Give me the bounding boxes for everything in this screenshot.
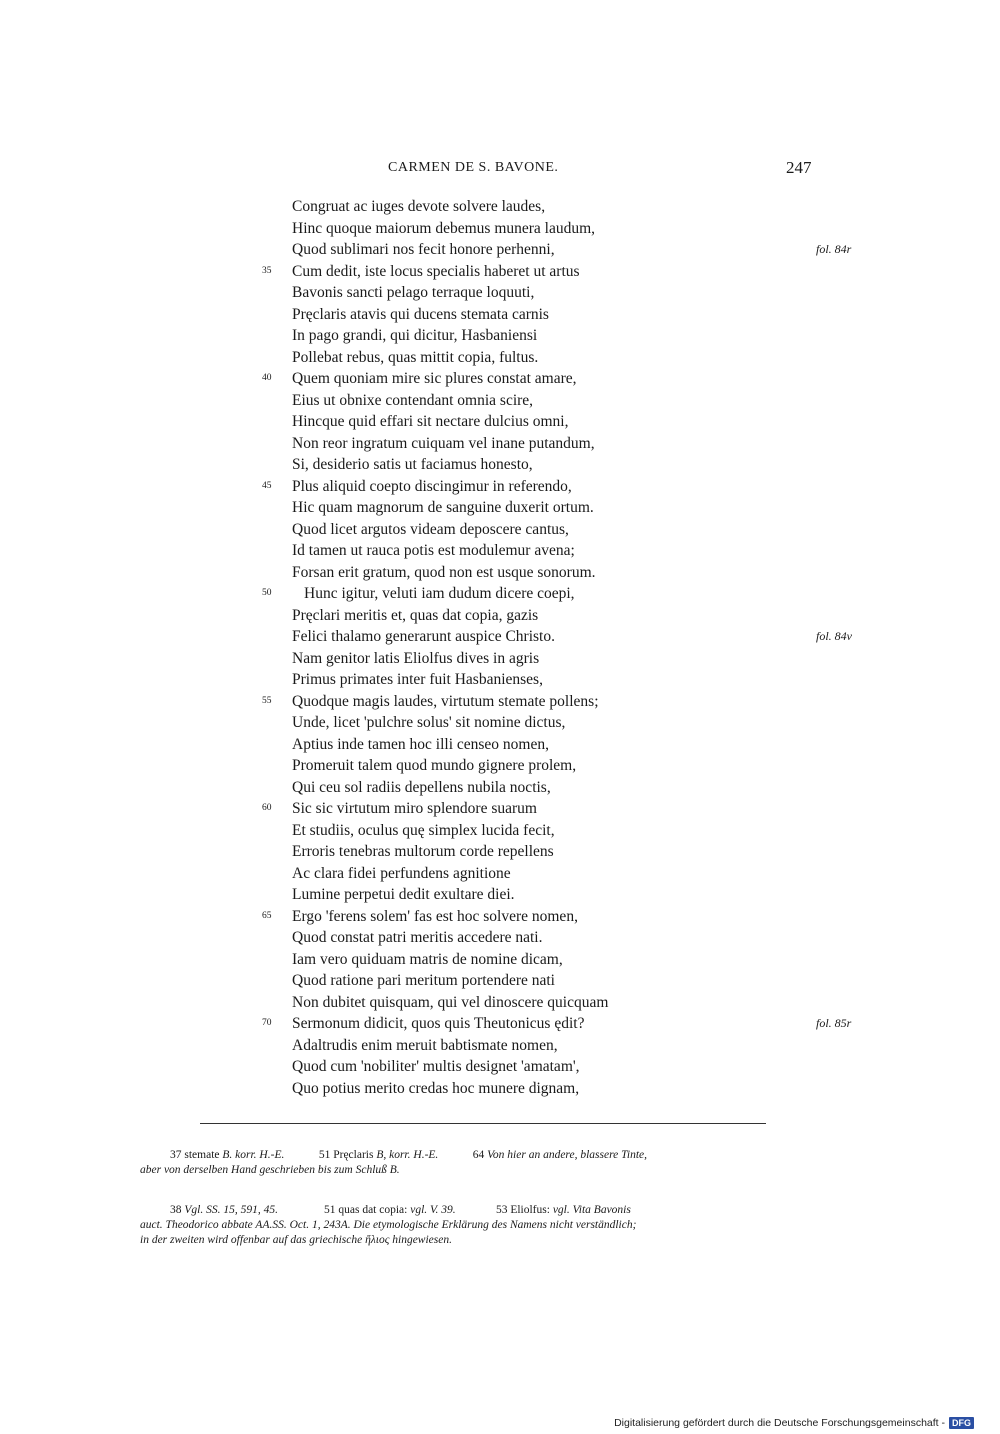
verse-text: Cum dedit, iste locus specialis haberet ut artus — [292, 262, 580, 280]
verse-line — [262, 368, 812, 390]
verse-text: Promeruit talem quod mundo gignere prolem, — [292, 757, 577, 774]
verse-text: Quo potius merito credas hoc munere dignam, — [292, 1079, 580, 1097]
commentary — [140, 1203, 815, 1248]
verse-line — [292, 519, 812, 541]
line-number: 40 — [262, 373, 272, 383]
line-number: 65 — [262, 910, 272, 921]
verse-text: Primus primates inter fuit Hasbanienses, — [292, 671, 543, 688]
verse-line — [292, 605, 812, 627]
verse-text: Hincque quid effari sit nectare dulcius omni, — [292, 413, 569, 430]
verse-line — [292, 863, 812, 885]
apparatus-note-continued: aber von derselben Hand geschrieben bis zum Schluß B. — [140, 1164, 400, 1176]
verse-line — [292, 927, 812, 949]
commentary-note: Vgl. SS. 15, 591, 45. — [184, 1204, 278, 1216]
verse-text: Id tamen ut rauca potis est modulemur avena; — [292, 542, 575, 559]
line-number: 70 — [262, 1018, 272, 1028]
folio-mark: fol. 84v — [816, 629, 852, 643]
line-number: 60 — [262, 803, 272, 813]
verse-line — [262, 1013, 812, 1035]
verse-text: Quod constat patri meritis accedere nati. — [292, 929, 543, 946]
verse-text: In pago grandi, qui dicitur, Hasbaniensi — [292, 327, 538, 344]
verse-line — [262, 798, 812, 820]
verse-text: Lumine perpetui dedit exultare diei. — [292, 886, 515, 903]
verse-line — [292, 1078, 812, 1100]
verse-text: Pollebat rebus, quas mittit copia, fultus. — [292, 348, 539, 366]
apparatus-ref: 64 — [472, 1149, 485, 1161]
digitization-footer — [614, 1417, 974, 1429]
verse-text: Ac clara fidei perfundens agnitione — [292, 864, 511, 882]
verse-line — [292, 325, 812, 347]
verse-text: Sermonum didicit, quos quis Theutonicus ędit? — [292, 1015, 585, 1032]
verse-line — [292, 820, 812, 842]
verse-text: Quem quoniam mire sic plures constat amare, — [292, 370, 577, 387]
verse-text: Et studiis, oculus quę simplex lucida fecit, — [292, 821, 555, 839]
verse-line — [292, 648, 812, 670]
verse-text: Adaltrudis enim meruit babtismate nomen, — [292, 1036, 558, 1054]
verse-text: Hinc quoque maiorum debemus munera laudum, — [292, 219, 596, 237]
commentary-note-continued: in der zweiten wird offenbar auf das griechische ἥλιος hingewiesen. — [140, 1234, 452, 1246]
verse-line — [292, 304, 812, 326]
verse-text: Bavonis sancti pelago terraque loquuti, — [292, 284, 535, 301]
verse-text: Hic quam magnorum de sanguine duxerit ortum. — [292, 499, 594, 516]
verse-line — [292, 777, 812, 799]
apparatus-note: B, korr. H.-E. — [376, 1149, 439, 1161]
verse-line — [292, 970, 812, 992]
dfg-logo: DFG — [949, 1417, 974, 1429]
commentary-ref: 51 quas dat copia: — [323, 1204, 408, 1216]
verse-line — [292, 562, 812, 584]
verse-line — [292, 347, 812, 369]
verse-line — [292, 411, 812, 433]
verse-line — [292, 196, 812, 218]
verse-line — [292, 755, 812, 777]
verse-line — [292, 540, 812, 562]
verse-text: Non reor ingratum cuiquam vel inane putandum, — [292, 434, 595, 452]
verse-text: Pręclari meritis et, quas dat copia, gazis — [292, 606, 539, 624]
commentary-ref: 38 — [170, 1204, 182, 1216]
verse-text: Congruat ac iuges devote solvere laudes, — [292, 198, 546, 215]
verse-line — [292, 239, 812, 261]
verse-line — [292, 433, 812, 455]
line-number: 55 — [262, 695, 272, 706]
verse-text: Sic sic virtutum miro splendore suarum — [292, 800, 537, 817]
commentary-note: vgl. V. 39. — [410, 1204, 456, 1216]
verse-text: Erroris tenebras multorum corde repellens — [292, 843, 554, 860]
funding-text: Digitalisierung gefördert durch die Deutsche Forschungsgemeinschaft - — [614, 1417, 945, 1429]
running-head: CARMEN DE S. BAVONE. — [388, 160, 559, 175]
apparatus-ref: 37 stemate — [170, 1149, 220, 1161]
commentary-ref: 53 Eliolfus: — [495, 1204, 550, 1216]
verse-line — [292, 497, 812, 519]
folio-mark: fol. 84r — [816, 242, 852, 256]
apparatus-ref: 51 Pręclaris — [318, 1149, 374, 1161]
page-number: 247 — [786, 158, 812, 177]
verse-text: Aptius inde tamen hoc illi censeo nomen, — [292, 735, 549, 753]
apparatus-note: Von hier an andere, blassere Tinte, — [487, 1149, 647, 1161]
verse-line — [292, 1035, 812, 1057]
verse-text: Hunc igitur, veluti iam dudum dicere coepi, — [304, 585, 575, 602]
verse-line — [292, 712, 812, 734]
verse-line — [292, 218, 812, 240]
verse-line — [292, 884, 812, 906]
verse-text: Non dubitet quisquam, qui vel dinoscere quicquam — [292, 993, 609, 1011]
verse-line — [262, 583, 812, 605]
verse-text: Iam vero quiduam matris de nomine dicam, — [292, 950, 563, 968]
verse-line — [292, 626, 812, 648]
verse-line — [262, 691, 812, 713]
apparatus-note: B. korr. H.-E. — [222, 1149, 285, 1161]
verse-line — [262, 476, 812, 498]
verse-line — [262, 906, 812, 928]
verse-text: Plus aliquid coepto discingimur in referendo, — [292, 477, 572, 495]
line-number: 45 — [262, 480, 272, 491]
verse-text: Unde, licet 'pulchre solus' sit nomine dictus, — [292, 714, 566, 731]
verse-text: Quodque magis laudes, virtutum stemate pollens; — [292, 692, 599, 710]
verse-text: Eius ut obnixe contendant omnia scire, — [292, 391, 534, 409]
verse-line — [292, 841, 812, 863]
commentary-note-continued: auct. Theodorico abbate AA.SS. Oct. 1, 243A. Die etymologische Erklärung des Namens nicht verständlich; — [140, 1219, 637, 1231]
folio-mark: fol. 85r — [816, 1016, 852, 1030]
verse-text: Qui ceu sol radiis depellens nubila noctis, — [292, 778, 551, 796]
verse-text: Nam genitor latis Eliolfus dives in agris — [292, 649, 540, 667]
verse-text: Quod licet argutos videam deposcere cantus, — [292, 520, 569, 538]
verse-line — [262, 261, 812, 283]
verse-line — [292, 282, 812, 304]
verse-text: Quod ratione pari meritum portendere nati — [292, 972, 555, 989]
footnote-rule — [200, 1123, 766, 1124]
verse-line — [292, 734, 812, 756]
critical-apparatus — [140, 1148, 815, 1178]
verse-block — [262, 196, 812, 1099]
verse-text: Felici thalamo generarunt auspice Christo. — [292, 628, 555, 645]
verse-text: Quod sublimari nos fecit honore perhenni, — [292, 241, 555, 258]
verse-line — [292, 1056, 812, 1078]
verse-text: Ergo 'ferens solem' fas est hoc solvere nomen, — [292, 907, 578, 925]
verse-text: Pręclaris atavis qui ducens stemata carnis — [292, 305, 549, 323]
verse-text: Forsan erit gratum, quod non est usque sonorum. — [292, 563, 596, 581]
verse-line — [292, 390, 812, 412]
verse-line — [292, 454, 812, 476]
verse-text: Quod cum 'nobiliter' multis designet 'amatam', — [292, 1058, 580, 1075]
commentary-note: vgl. Vita Bavonis — [552, 1204, 631, 1216]
verse-line — [292, 992, 812, 1014]
verse-line — [292, 669, 812, 691]
line-number: 50 — [262, 588, 272, 598]
verse-text: Si, desiderio satis ut faciamus honesto, — [292, 456, 533, 473]
line-number: 35 — [262, 265, 272, 276]
verse-line — [292, 949, 812, 971]
